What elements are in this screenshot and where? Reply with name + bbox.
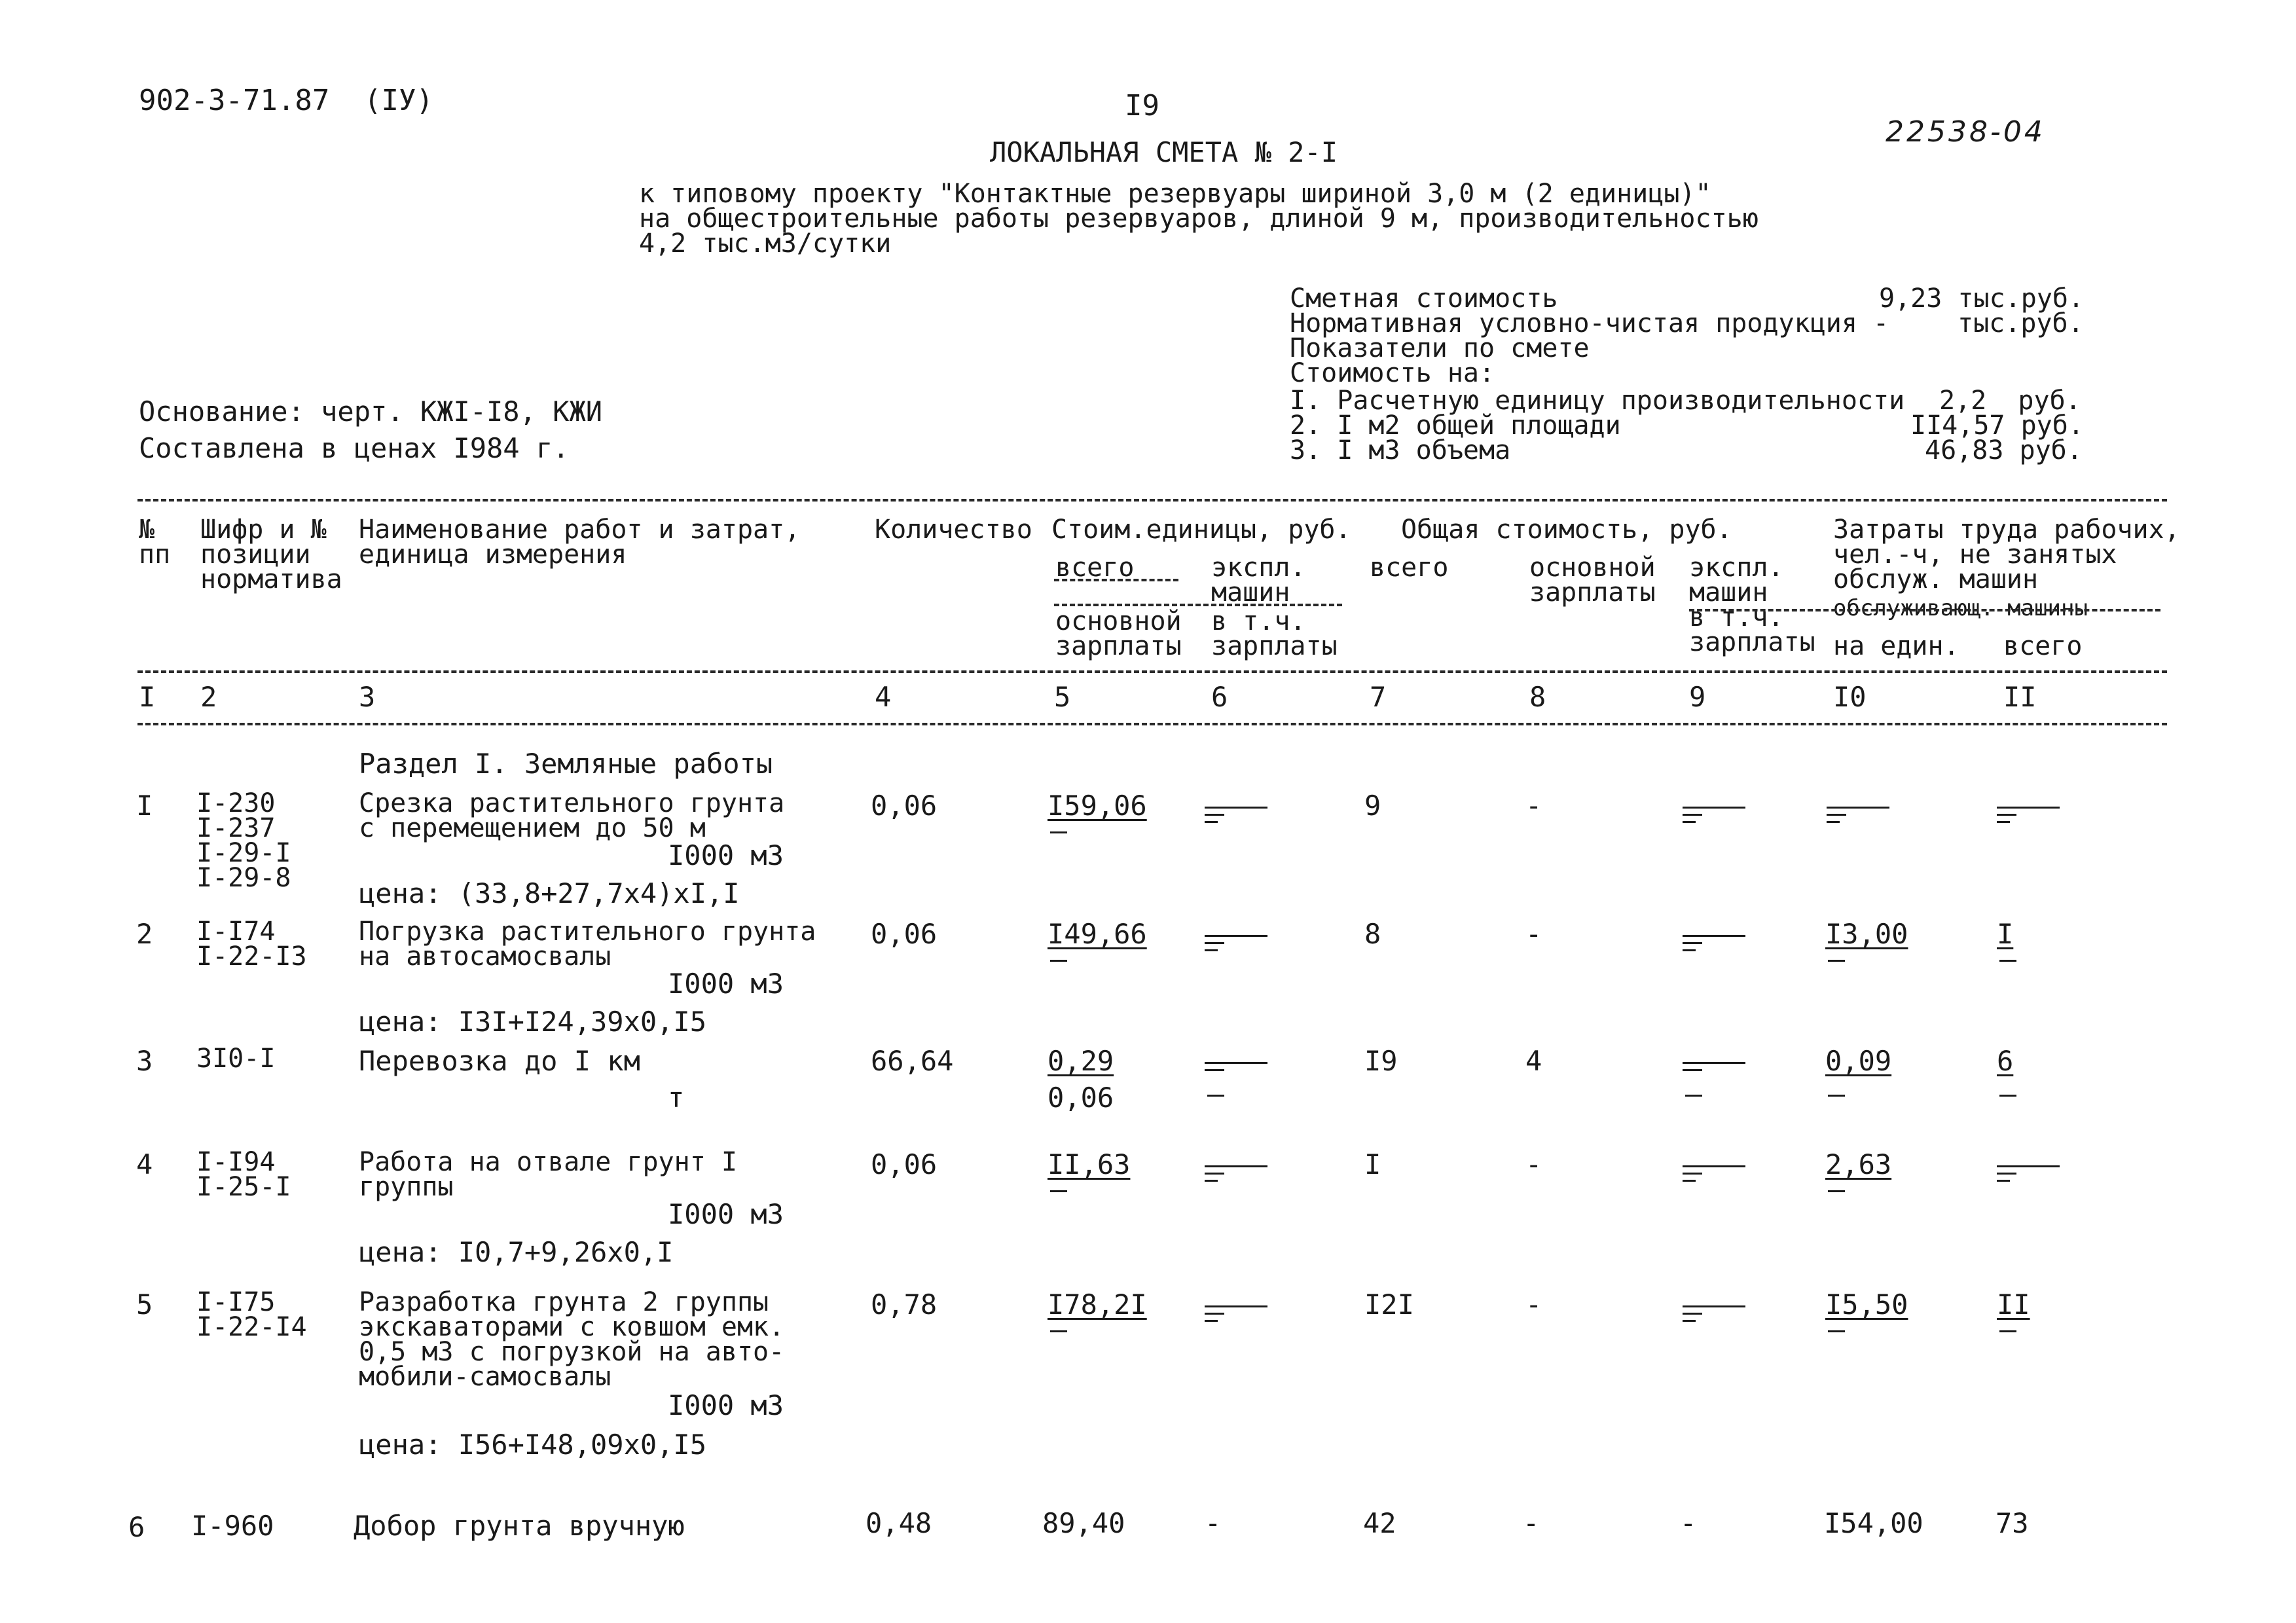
row-2-unit-total: I49,66: [1048, 918, 1147, 950]
colnum-6: 6: [1211, 681, 1228, 713]
labor-sub-rule: [1689, 609, 2160, 611]
section-title: Раздел I. Земляные работы: [359, 748, 773, 780]
col-code-header: Шифр и № позиции норматива: [200, 515, 342, 594]
colnum-10: I0: [1833, 681, 1867, 713]
row-6-labor-unit: I54,00: [1824, 1507, 1923, 1539]
row-2-unit: I000 м3: [668, 968, 784, 1000]
colnum-4: 4: [875, 681, 892, 713]
row-4-labor-unit-dash: [1828, 1190, 1845, 1192]
row-1-qty: 0,06: [871, 790, 938, 822]
row-6-unit-total: 89,40: [1042, 1507, 1125, 1539]
cost-per-label: Стоимость на:: [1290, 358, 1495, 388]
estimate-cost-value: 9,23 тыс.руб.: [1879, 283, 2085, 314]
row-5-labor-unit: I5,50: [1825, 1288, 1908, 1321]
unit-sub-rule: [1054, 579, 1178, 581]
row-1-total: 9: [1364, 790, 1381, 822]
row-3-total-mach-mark: [1683, 1048, 1745, 1071]
basis-line-1: Основание: черт. КЖI-I8, КЖИ: [139, 395, 603, 428]
row-5-unit-total: I78,2I: [1048, 1288, 1147, 1321]
row-2-labor-unit-dash: [1828, 960, 1845, 962]
row-5-name: Разработка грунта 2 группы экскаваторами с ковшом емк. 0,5 м3 с погрузкой на авто- мобили-самосвалы: [359, 1287, 785, 1392]
row-6-total: 42: [1363, 1507, 1396, 1539]
row-6-name: Добор грунта вручную: [354, 1510, 685, 1542]
row-5-total-mach-mark: [1683, 1291, 1745, 1322]
row-5-labor-total-dash: [1999, 1330, 2016, 1332]
row-5-total: I2I: [1364, 1288, 1414, 1321]
row-4-unit: I000 м3: [668, 1198, 784, 1230]
row-3-total-wage: 4: [1525, 1045, 1542, 1077]
row-3-labor-unit-dash: [1828, 1095, 1845, 1097]
basis-line-2: Составлена в ценах I984 г.: [139, 432, 570, 464]
row-2-codes: I-I74 I-22-I3: [196, 917, 307, 972]
colnum-2: 2: [200, 681, 217, 713]
row-4-total: I: [1364, 1148, 1381, 1180]
row-3-total-mach-dash: [1685, 1095, 1702, 1097]
row-1-unit: I000 м3: [668, 839, 784, 871]
row-3-unit-mach-mark: [1205, 1048, 1267, 1071]
subtitle-line-1: к типовому проекту "Контактные резервуары шириной 3,0 м (2 единицы)": [639, 179, 1711, 209]
row-2-labor-unit: I3,00: [1825, 918, 1908, 950]
indicator-3-label: 3. I м3 объема: [1290, 435, 1511, 465]
row-5-total-wage: -: [1525, 1288, 1542, 1321]
total-cost-header: Общая стоимость, руб.: [1401, 515, 1732, 545]
col-num-header: № пп: [139, 515, 171, 570]
row-4-codes: I-I94 I-25-I: [196, 1147, 291, 1202]
colnum-8: 8: [1529, 681, 1546, 713]
row-3-qty: 66,64: [871, 1045, 954, 1077]
row-5-codes: I-I75 I-22-I4: [196, 1287, 307, 1342]
unit-total-header: всего: [1055, 553, 1135, 583]
header-rule-top: [137, 499, 2167, 501]
unit-wage-header: основной зарплаты: [1055, 606, 1182, 661]
indicator-2-label: 2. I м2 общей площади: [1290, 410, 1621, 441]
row-6-total-machines: -: [1680, 1507, 1697, 1539]
colnum-3: 3: [359, 681, 376, 713]
row-1-codes: I-230 I-237 I-29-I I-29-8: [196, 788, 291, 893]
row-3-unit-total: 0,29: [1048, 1045, 1114, 1077]
unit-cost-header: Стоим.единицы, руб.: [1051, 515, 1351, 545]
row-6-labor-total: 73: [1995, 1507, 2029, 1539]
row-5-unit-wage-dash: [1050, 1330, 1067, 1332]
indicator-2-value: II4,57 руб.: [1910, 410, 2084, 441]
row-5-unit: I000 м3: [668, 1389, 784, 1421]
row-2-unit-mach-mark: [1205, 921, 1267, 951]
row-2-name: Погрузка растительного грунта на автосамосвалы: [359, 917, 816, 972]
row-1-num: I: [136, 790, 153, 822]
colnum-7: 7: [1370, 681, 1387, 713]
row-4-labor-total-mark: [1997, 1151, 2060, 1182]
row-4-unit-total: II,63: [1048, 1148, 1131, 1180]
colnum-5: 5: [1054, 681, 1071, 713]
row-2-price: цена: I3I+I24,39x0,I5: [359, 1006, 707, 1038]
row-4-qty: 0,06: [871, 1148, 938, 1180]
header-rule-bottom: [137, 723, 2167, 725]
row-2-total-wage: -: [1525, 918, 1542, 950]
estimate-cost-label: Сметная стоимость: [1290, 283, 1558, 314]
row-3-unit-mach-dash: [1207, 1095, 1224, 1097]
document-code: 902-3-71.87: [139, 84, 330, 117]
row-4-name: Работа на отвале грунт I группы: [359, 1147, 737, 1202]
volume-label: (IУ): [364, 84, 433, 117]
labor-unit-header: на един.: [1833, 631, 1959, 661]
row-6-unit-machines: -: [1205, 1507, 1222, 1539]
row-1-price: цена: (33,8+27,7x4)xI,I: [359, 877, 740, 909]
row-4-total-wage: -: [1525, 1148, 1542, 1180]
row-3-labor-unit: 0,09: [1825, 1045, 1892, 1077]
row-6-total-wage: -: [1523, 1507, 1540, 1539]
row-2-total: 8: [1364, 918, 1381, 950]
row-5-labor-unit-dash: [1828, 1330, 1845, 1332]
row-6-codes: I-960: [191, 1510, 274, 1542]
row-3-unit-wage: 0,06: [1048, 1082, 1114, 1114]
row-5-unit-mach-mark: [1205, 1291, 1267, 1322]
row-5-labor-total: II: [1997, 1288, 2030, 1321]
unit-mid-rule: [1054, 604, 1342, 606]
row-1-total-mach-mark: [1683, 792, 1745, 823]
row-5-num: 5: [136, 1288, 153, 1321]
page-number: I9: [1125, 89, 1159, 122]
subtitle-line-3: 4,2 тыс.м3/сутки: [639, 228, 892, 259]
row-5-qty: 0,78: [871, 1288, 938, 1321]
row-1-unit-total: I59,06: [1048, 790, 1147, 822]
col-name-header: Наименование работ и затрат, единица измерения: [359, 515, 801, 570]
row-1-unit-wage-dash: [1050, 831, 1067, 833]
row-2-labor-total-dash: [1999, 960, 2016, 962]
row-1-unit-mach-mark: [1205, 792, 1267, 823]
row-3-total: I9: [1364, 1045, 1398, 1077]
indicators-label: Показатели по смете: [1290, 333, 1590, 363]
row-2-unit-wage-dash: [1050, 960, 1067, 962]
indicator-1-label: I. Расчетную единицу производительности: [1290, 386, 1905, 416]
total-wage-header: основной зарплаты: [1529, 553, 1656, 608]
indicator-1-value: 2,2 руб.: [1939, 386, 2081, 416]
total-all-header: всего: [1370, 553, 1449, 583]
normative-value: тыс.руб.: [1958, 308, 2084, 338]
row-2-total-mach-mark: [1683, 921, 1745, 951]
col-qty-header: Количество: [875, 515, 1032, 545]
row-4-unit-mach-mark: [1205, 1151, 1267, 1182]
labor-total-header: всего: [2003, 631, 2083, 661]
colnum-1: I: [139, 681, 156, 713]
colnum-11: II: [2003, 681, 2037, 713]
normative-label: Нормативная условно-чистая продукция -: [1290, 308, 1889, 338]
row-3-labor-total: 6: [1997, 1045, 2014, 1077]
total-machines-header: экспл. машин в т.ч. зарплаты: [1689, 553, 1815, 657]
colnum-9: 9: [1689, 681, 1706, 713]
row-3-labor-total-dash: [1999, 1095, 2016, 1097]
row-1-name: Срезка растительного грунта с перемещением до 50 м: [359, 788, 785, 843]
unit-machines-header: экспл. машин: [1211, 553, 1306, 608]
row-4-num: 4: [136, 1148, 153, 1180]
inventory-number: 22538-04: [1886, 115, 2045, 149]
row-6-num: 6: [128, 1511, 145, 1543]
header-rule-mid: [137, 670, 2167, 673]
row-3-codes: 3I0-I: [196, 1044, 276, 1074]
row-1-labor-total-mark: [1997, 792, 2060, 823]
subtitle-line-2: на общестроительные работы резервуаров, длиной 9 м, производительностью: [639, 204, 1758, 234]
row-3-num: 3: [136, 1045, 153, 1077]
row-3-unit: т: [668, 1082, 685, 1114]
row-2-labor-total: I: [1997, 918, 2014, 950]
row-3-name: Перевозка до I км: [359, 1045, 640, 1077]
labor-serving-header: обслуживающ. машины: [1833, 595, 2088, 621]
row-1-labor-unit-mark: [1827, 792, 1889, 823]
row-5-price: цена: I56+I48,09x0,I5: [359, 1429, 707, 1461]
row-4-price: цена: I0,7+9,26x0,I: [359, 1236, 674, 1268]
document-title: ЛОКАЛЬНАЯ СМЕТА № 2-I: [990, 136, 1338, 168]
row-2-num: 2: [136, 918, 153, 950]
indicator-3-value: 46,83 руб.: [1925, 435, 2083, 465]
row-4-unit-wage-dash: [1050, 1190, 1067, 1192]
row-2-qty: 0,06: [871, 918, 938, 950]
unit-incl-wage-header: в т.ч. зарплаты: [1211, 606, 1338, 661]
row-6-qty: 0,48: [866, 1507, 932, 1539]
labor-header: Затраты труда рабочих, чел.-ч, не занятых обслуж. машин: [1833, 515, 2180, 594]
row-1-total-wage: -: [1525, 790, 1542, 822]
row-4-total-mach-mark: [1683, 1151, 1745, 1182]
row-4-labor-unit: 2,63: [1825, 1148, 1892, 1180]
